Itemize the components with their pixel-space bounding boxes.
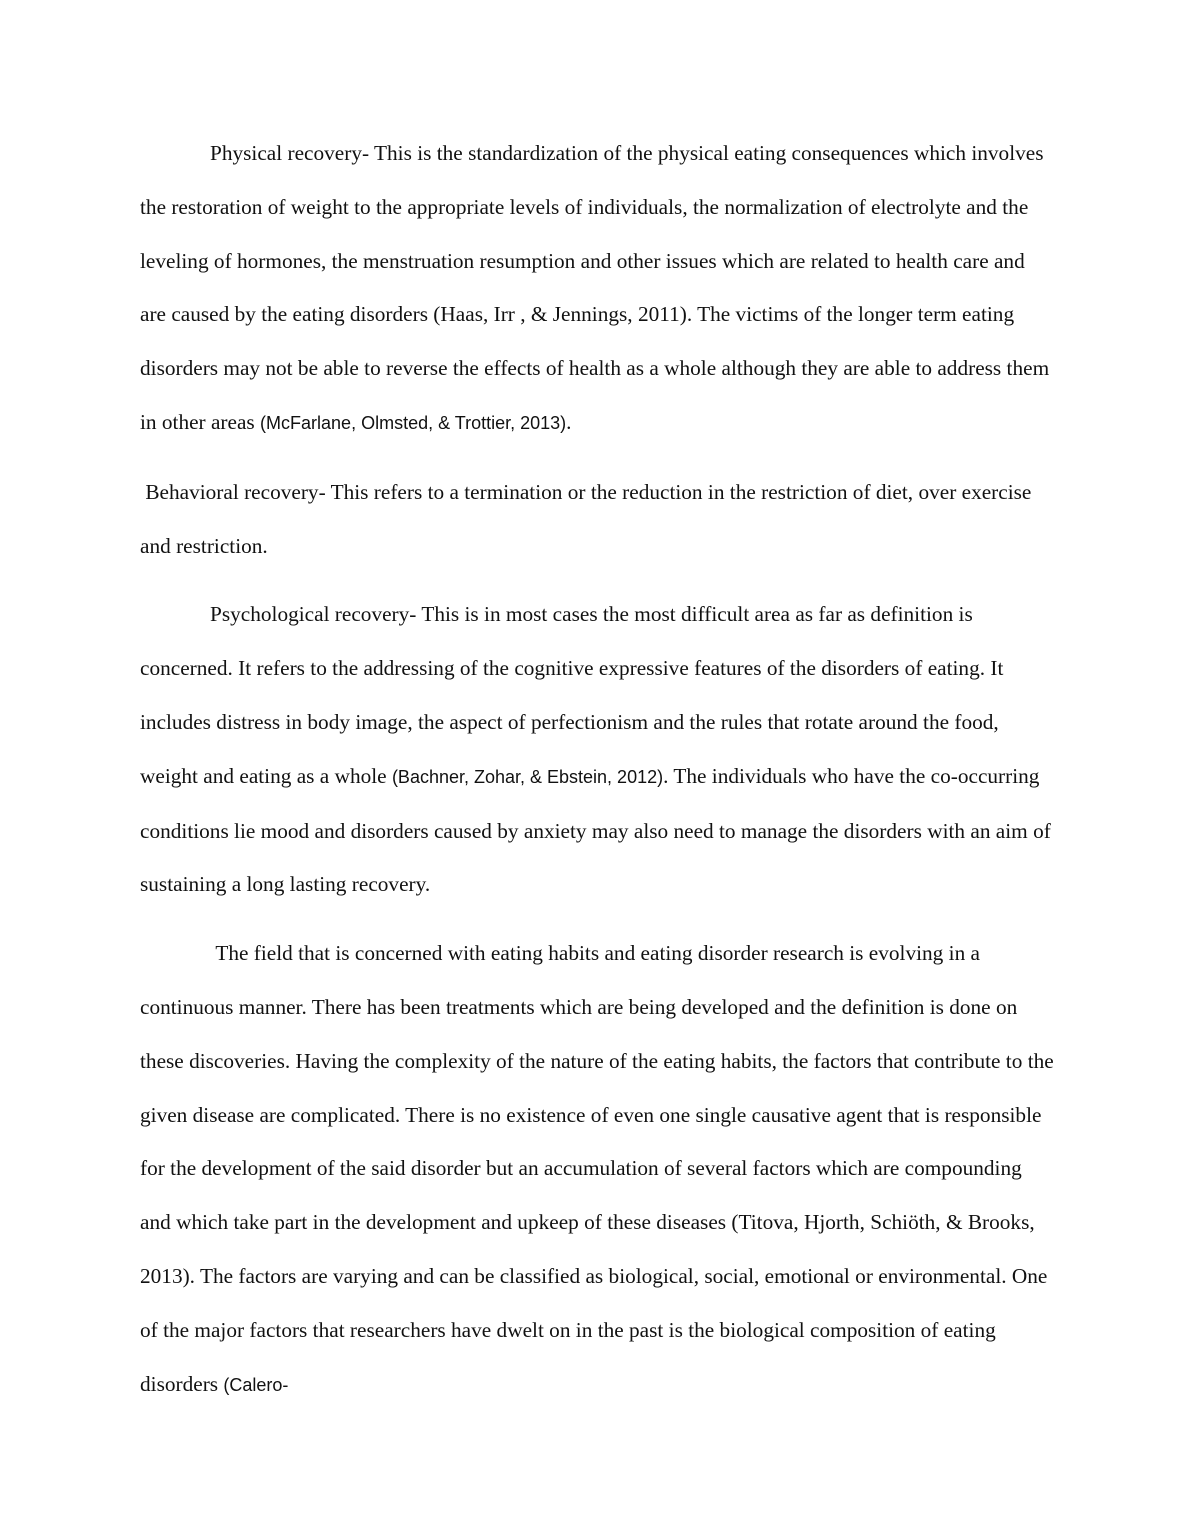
paragraph-behavioral-recovery — [140, 466, 1055, 574]
citation: (Calero- — [223, 1374, 289, 1395]
citation: (McFarlane, Olmsted, & Trottier, 2013) — [260, 412, 567, 433]
paragraph-text-end: . — [566, 409, 572, 434]
citation: (Bachner, Zohar, & Ebstein, 2012) — [391, 766, 664, 787]
paragraph-text-end: . The individuals who have the co-occurring conditions lie mood and disorders caused by anxiety may also need to manage the disorders with an aim of sustaining a long lasting recovery. — [140, 763, 1051, 897]
paragraph-psychological-recovery — [140, 588, 1055, 912]
document-body — [140, 127, 1060, 1412]
paragraph-physical-recovery — [140, 127, 1055, 451]
paragraph-text: The field that is concerned with eating habits and eating disorder research is evolving in a continuous manner. There has been treatments which are being developed and the definition is done on these discoveries. Having the complexity of the nature of the eating habits, the factors that contribute to the given disease are complicated. There is no existence of even one single causative agent that is responsible for the development of the said disorder but an accumulation of several factors which are compounding and which take part in the development and upkeep of these diseases (Titova, Hjorth, Schiöth, & Brooks, 2013). The factors are varying and can be classified as biological, social, emotional or environmental. One of the major factors that researchers have dwelt on in the past is the biological composition of eating disorders — [140, 941, 1060, 1396]
paragraph-text: Psychological recovery- This is in most cases the most difficult area as far as definition is concerned. It refers to the addressing of the cognitive expressive features of the disorders of eating. It includes distress in body image, the aspect of perfectionism and the rules that rotate around the food, weight and eating as a whole — [140, 602, 1004, 788]
paragraph-text: Physical recovery- This is the standardization of the physical eating consequences which involves the restoration of weight to the appropriate levels of individuals, the normalization of electrolyte and the leveling of hormones, the menstruation resumption and other issues which are related to health care and are caused by the eating disorders (Haas, Irr , & Jennings, 2011). The victims of the longer term eating disorders may not be able to reverse the effects of health as a whole although they are able to address them in other areas — [140, 141, 1050, 434]
paragraph-text: Behavioral recovery- This refers to a termination or the reduction in the restriction of diet, over exercise and restriction. — [140, 479, 1037, 558]
paragraph-eating-disorder-research — [140, 927, 1060, 1412]
